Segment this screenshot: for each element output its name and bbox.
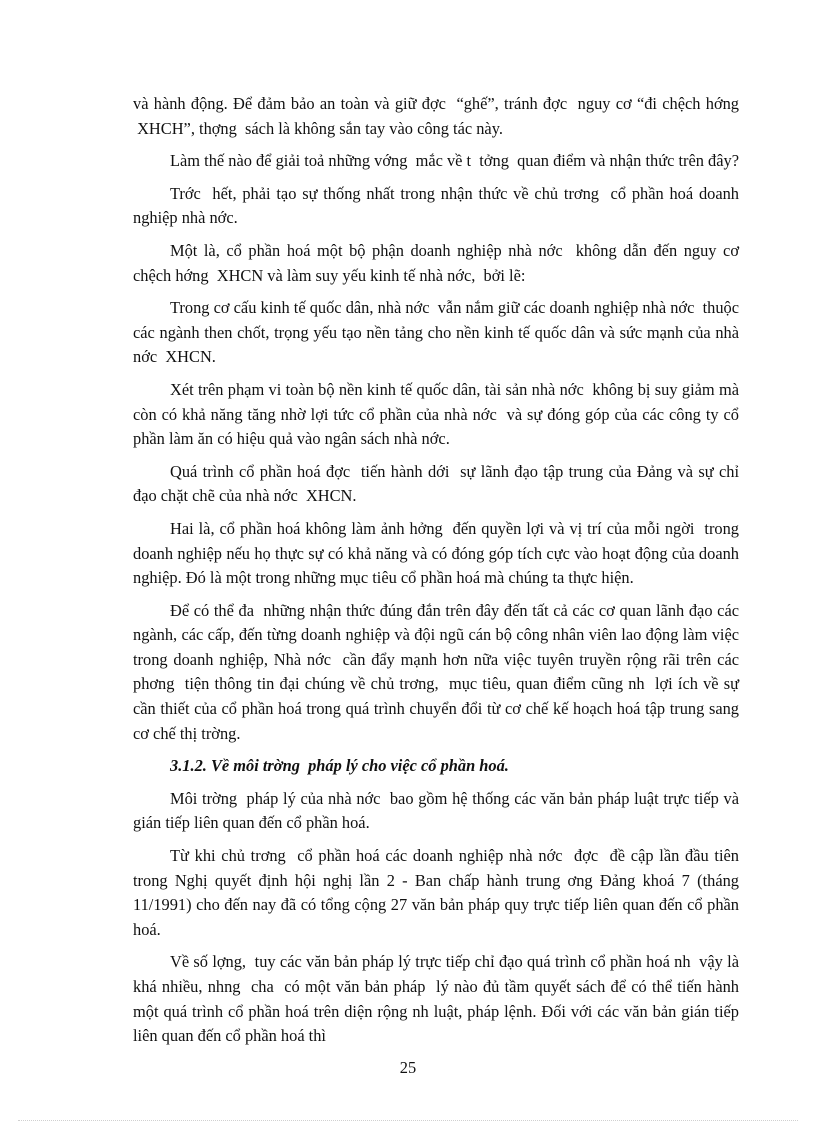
page-bottom-divider [18,1120,798,1121]
page-body [133,92,739,1057]
paragraph: và hành động. Để đảm bảo an toàn và giữ đợc “ghế”, tránh đợc nguy cơ “đi chệch hớng XHCH”, thợng sách là không sắn tay vào công tác này. [133,94,739,138]
paragraph: Về số lợng, tuy các văn bản pháp lý trực tiếp chỉ đạo quá trình cổ phần hoá nh vậy là khá nhiều, nhng cha có một văn bản pháp lý nào đủ tầm quyết sách để có thể tiến hành một quá trình cổ phần hoá trên diện rộng nh luật, pháp lệnh. Đối với các văn bản gián tiếp liên quan đến cổ phần hoá thì [133,952,739,1046]
paragraph: Để có thể đa những nhận thức đúng đắn trên đây đến tất cả các cơ quan lãnh đạo các ngành, các cấp, đến từng doanh nghiệp và đội ngũ cán bộ công nhân viên lao động làm việc trong doanh nghiệp, Nhà nớc cần đẩy mạnh hơn nữa việc tuyên truyền rộng rãi trên các phơng tiện thông tin đại chúng về chủ trơng, mục tiêu, quan điểm cũng nh lợi ích về sự cần thiết của cổ phần hoá trong quá trình chuyển đổi từ cơ chế kế hoạch hoá tập trung sang cơ chế thị trờng. [133,600,739,743]
paragraph: Quá trình cổ phần hoá đợc tiến hành dới sự lãnh đạo tập trung của Đảng và sự chỉ đạo chặt chẽ của nhà nớc XHCN. [133,461,739,506]
paragraph: Môi trờng pháp lý của nhà nớc bao gồm hệ thống các văn bản pháp luật trực tiếp và gián tiếp liên quan đến cổ phần hoá. [133,788,739,833]
paragraph: Hai là, cổ phần hoá không làm ảnh hởng đến quyền lợi và vị trí của mỗi ngời trong doanh nghiệp nếu họ thực sự có khả năng và có đóng góp tích cực vào hoạt động của doanh nghiệp. Đó là một trong những mục tiêu cổ phần hoá mà chúng ta thực hiện. [133,518,739,588]
paragraph: Làm thế nào để giải toả những vớng mắc về t tởng quan điểm và nhận thức trên đây? [170,151,739,171]
page-number: 25 [399,1058,417,1077]
paragraph: Từ khi chủ trơng cổ phần hoá các doanh nghiệp nhà nớc đợc đề cập lần đầu tiên trong Nghị quyết định hội nghị lần 2 - Ban chấp hành trung ơng Đảng khoá 7 (tháng 11/1991) cho đến nay đã có tổng cộng 27 văn bản pháp quy trực tiếp liên quan đến cổ phần hoá. [133,846,739,939]
section-heading: 3.1.2. Về môi trờng pháp lý cho việc cổ phần hoá. [170,756,509,776]
paragraph: Trớc hết, phải tạo sự thống nhất trong nhận thức về chủ trơng cổ phần hoá doanh nghiệp nhà nớc. [133,183,739,228]
paragraph: Một là, cổ phần hoá một bộ phận doanh nghiệp nhà nớc không dẫn đến nguy cơ chệch hớng XHCN và làm suy yếu kinh tế nhà nớc, bởi lẽ: [133,240,739,285]
paragraph: Xét trên phạm vi toàn bộ nền kinh tế quốc dân, tài sản nhà nớc không bị suy giảm mà còn có khả năng tăng nhờ lợi tức cổ phần của nhà nớc và sự đóng góp của các công ty cổ phần làm ăn có hiệu quả vào ngân sách nhà nớc. [133,379,739,449]
paragraph: Trong cơ cấu kinh tế quốc dân, nhà nớc vẫn nắm giữ các doanh nghiệp nhà nớc thuộc các ngành then chốt, trọng yếu tạo nền tảng cho nền kinh tế quốc dân và sức mạnh của nhà nớc XHCN. [133,298,739,367]
